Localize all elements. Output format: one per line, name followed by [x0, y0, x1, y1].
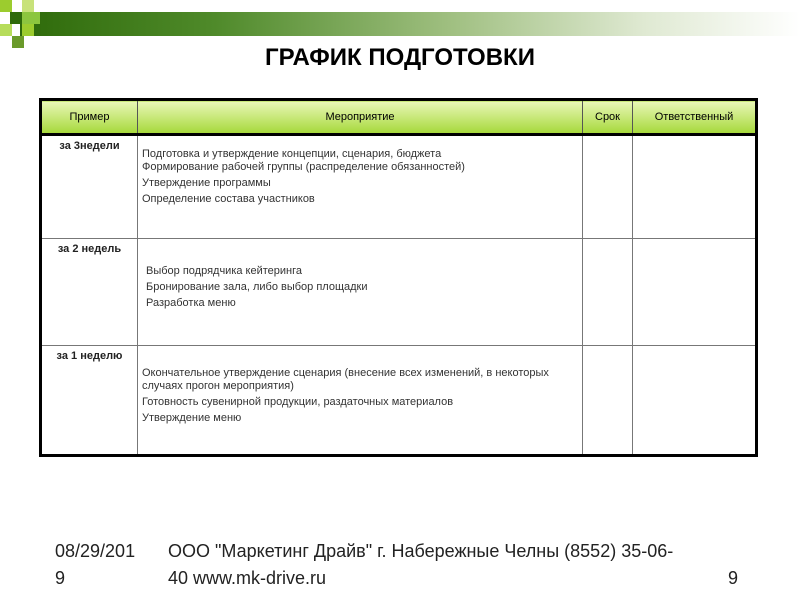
schedule-table [39, 98, 758, 457]
deadline-cell [583, 346, 633, 456]
header-responsible: Ответственный [633, 100, 757, 135]
task: Определение состава участников [142, 193, 315, 205]
row-tasks [138, 346, 583, 456]
task: Готовность сувенирной продукции, раздаточных материалов [142, 396, 454, 408]
page-number: 9 [728, 568, 739, 588]
deadline-cell [583, 135, 633, 239]
task: Окончательное утверждение сценария (внесение всех изменений, в некоторых случаях прогон мероприятия) [142, 367, 549, 392]
task: Утверждение меню [142, 412, 242, 424]
header-gradient-bar [20, 12, 800, 36]
row-when: за 2 недель [41, 239, 138, 346]
table-row [41, 239, 757, 346]
footer-date: 08/29/2019 [55, 541, 136, 588]
header-example: Пример [41, 100, 138, 135]
table-row [41, 135, 757, 239]
row-tasks [138, 239, 583, 346]
task: Разработка меню [146, 297, 236, 309]
table-row [41, 346, 757, 456]
header-event: Мероприятие [138, 100, 583, 135]
footer-company: ООО "Маркетинг Драйв" г. Набережные Челны (8552) 35-06-40 www.mk-drive.ru [168, 541, 674, 588]
task: Утверждение программы [142, 177, 271, 189]
responsible-cell [633, 346, 757, 456]
row-when: за 3недели [41, 135, 138, 239]
row-tasks [138, 135, 583, 239]
row-when: за 1 неделю [41, 346, 138, 456]
header-deadline: Срок [583, 100, 633, 135]
task: Выбор подрядчика кейтеринга [146, 265, 303, 277]
task: Бронирование зала, либо выбор площадки [146, 281, 368, 293]
task: Формирование рабочей группы (распределение обязанностей) [142, 161, 465, 173]
responsible-cell [633, 135, 757, 239]
deadline-cell [583, 239, 633, 346]
responsible-cell [633, 239, 757, 346]
task: Подготовка и утверждение концепции, сценария, бюджета [142, 148, 442, 160]
slide-title: ГРАФИК ПОДГОТОВКИ [265, 44, 535, 71]
